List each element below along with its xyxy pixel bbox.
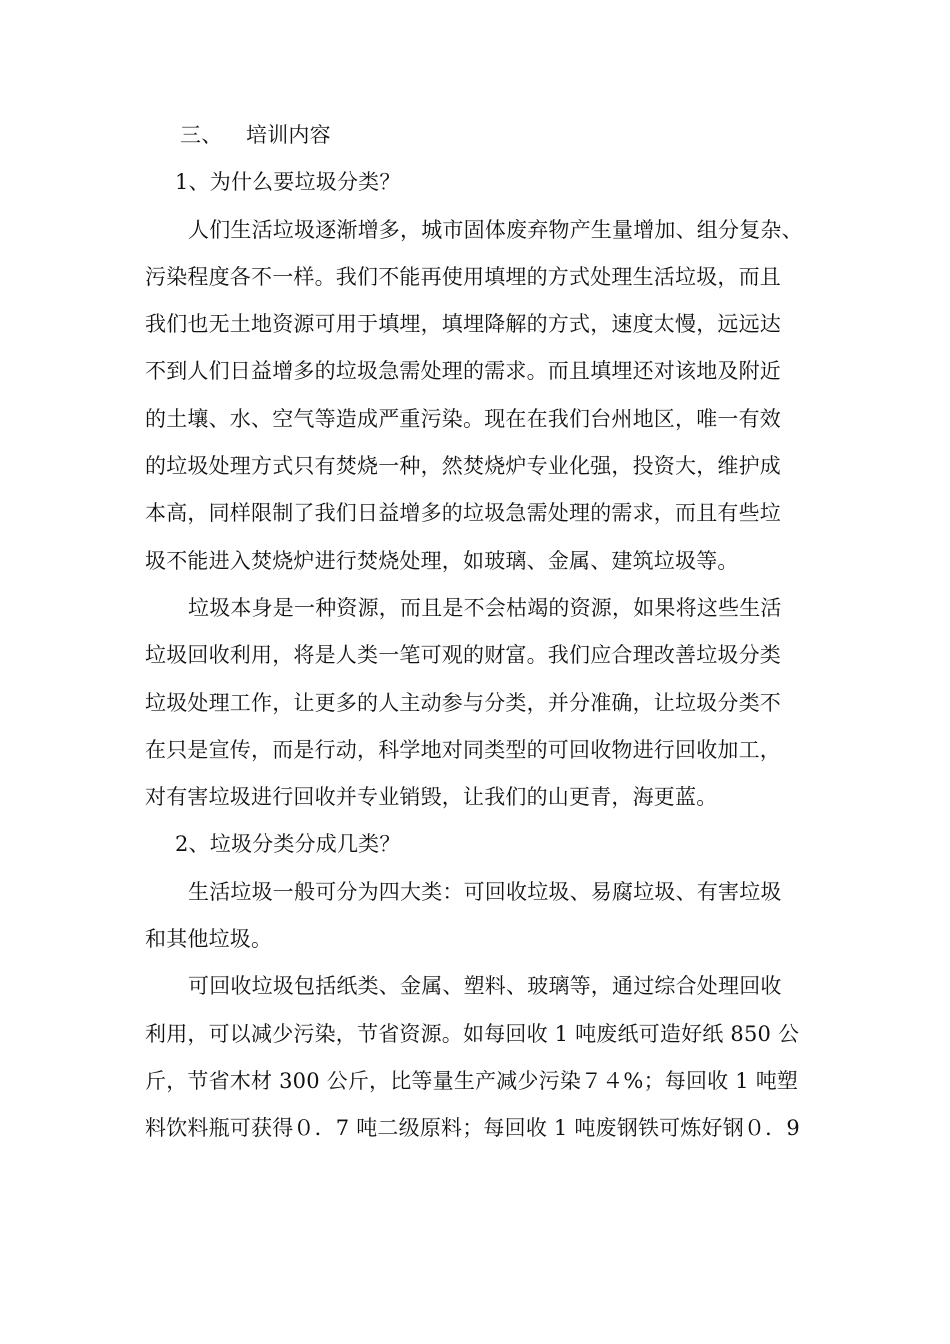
paragraph-1	[145, 207, 810, 585]
paragraph-line: 不到人们日益增多的垃圾急需处理的需求。而且填埋还对该地及附近	[145, 359, 781, 384]
paragraph-line: 斤，节省木材 300 公斤，比等量生产减少污染７４%；每回收 1 吨塑	[145, 1068, 799, 1093]
paragraph-line: 圾不能进入焚烧炉进行焚烧处理，如玻璃、金属、建筑垃圾等。	[145, 548, 739, 573]
section-title: 培训内容	[246, 123, 331, 147]
paragraph-line: 我们也无土地资源可用于填埋，填埋降解的方式，速度太慢，远远达	[145, 312, 781, 337]
document-page	[145, 112, 810, 1153]
paragraph-4	[145, 963, 810, 1152]
section-number: 三、	[180, 123, 223, 147]
paragraph-line: 和其他垃圾。	[145, 927, 273, 952]
question-heading-1: 1、为什么要垃圾分类？	[175, 170, 401, 195]
paragraph-line: 污染程度各不一样。我们不能再使用填埋的方式处理生活垃圾，而且	[145, 264, 781, 289]
paragraph-line: 的土壤、水、空气等造成严重污染。现在在我们台州地区，唯一有效	[145, 406, 781, 431]
paragraph-line: 利用，可以减少污染，节省资源。如每回收 1 吨废纸可造好纸 850 公	[145, 1021, 800, 1046]
paragraph-line: 人们生活垃圾逐渐增多，城市固体废弃物产生量增加、组分复杂、	[188, 217, 803, 242]
question-heading-2: 2、垃圾分类分成几类？	[175, 832, 401, 857]
paragraph-line: 垃圾本身是一种资源，而且是不会枯竭的资源，如果将这些生活	[188, 595, 782, 620]
paragraph-line: 料饮料瓶可获得０．7 吨二级原料；每回收 1 吨废钢铁可炼好钢０．9	[145, 1116, 800, 1141]
paragraph-line: 垃圾回收利用，将是人类一笔可观的财富。我们应合理改善垃圾分类	[145, 643, 781, 668]
paragraph-3	[145, 869, 810, 964]
paragraph-line: 生活垃圾一般可分为四大类：可回收垃圾、易腐垃圾、有害垃圾	[188, 879, 782, 904]
paragraph-line: 垃圾处理工作，让更多的人主动参与分类，并分准确，让垃圾分类不	[145, 690, 781, 715]
paragraph-2	[145, 585, 810, 821]
section-heading	[145, 112, 810, 159]
paragraph-line: 本高，同样限制了我们日益增多的垃圾急需处理的需求，而且有些垃	[145, 501, 781, 526]
paragraph-line: 在只是宣传，而是行动，科学地对同类型的可回收物进行回收加工，	[145, 737, 781, 762]
paragraph-line: 的垃圾处理方式只有焚烧一种，然焚烧炉专业化强，投资大，维护成	[145, 454, 781, 479]
paragraph-line: 对有害垃圾进行回收并专业销毁，让我们的山更青，海更蓝。	[145, 785, 718, 810]
paragraph-line: 可回收垃圾包括纸类、金属、塑料、玻璃等，通过综合处理回收	[188, 974, 782, 999]
